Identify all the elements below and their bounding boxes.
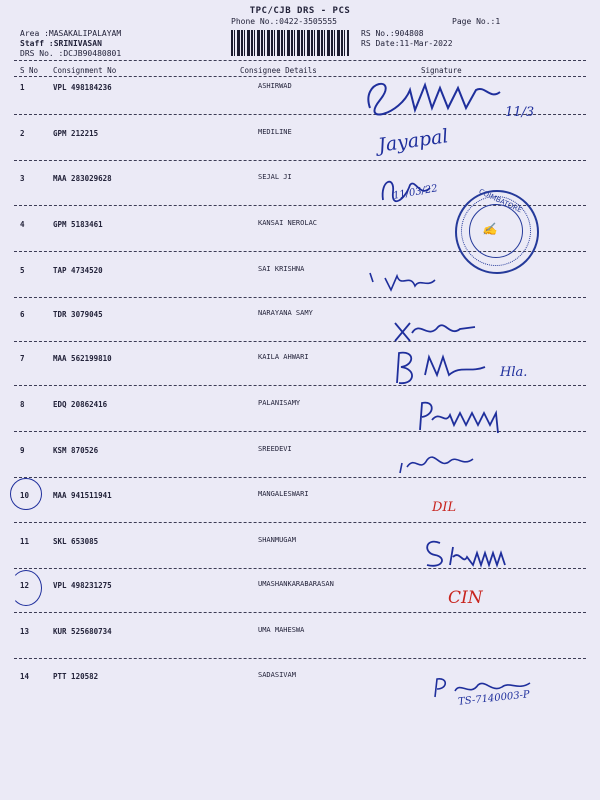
phone-number: Phone No.:0422-3505555 (231, 17, 337, 26)
row-consignment-no: GPM 5183461 (53, 220, 103, 229)
row-consignment-no: MAA 941511941 (53, 491, 112, 500)
row-consignee: UMASHANKARABARASAN (258, 580, 334, 588)
row-consignee: SREEDEVI (258, 445, 292, 453)
signature-row-14-code: TS-7140003-P (457, 689, 531, 708)
row-consignee: SHANMUGAM (258, 536, 296, 544)
row-consignee: MANGALESWARI (258, 490, 309, 498)
row-consignment-no: TAP 4734520 (53, 266, 103, 275)
stamp-text: COIMBATORE (477, 187, 524, 215)
document-title: TPC/CJB DRS - PCS (249, 6, 351, 16)
row-divider (14, 477, 586, 478)
row-sno: 5 (20, 266, 25, 275)
row-divider (14, 658, 586, 659)
staff-field: Staff :SRINIVASAN (20, 39, 102, 48)
row-sno: 2 (20, 129, 25, 138)
row-divider (14, 341, 586, 342)
signature-row-11 (415, 535, 525, 570)
signature-row-7 (385, 345, 495, 390)
row-consignment-no: MAA 283029628 (53, 174, 112, 183)
row-sno: 1 (20, 83, 25, 92)
row-sno: 7 (20, 354, 25, 363)
table-row (0, 627, 600, 673)
table-row (0, 446, 600, 492)
row-consignee: SEJAL JI (258, 173, 292, 181)
row-sno: 3 (20, 174, 25, 183)
column-header-consignment: Consignment No (53, 66, 117, 75)
row-sno: 6 (20, 310, 25, 319)
row-sno: 8 (20, 400, 25, 409)
signature-row-8 (410, 395, 510, 435)
rs-date: RS Date:11-Mar-2022 (361, 39, 453, 48)
row-consignee: UMA MAHESWA (258, 626, 305, 634)
barcode (231, 30, 349, 56)
rs-number: RS No.:904808 (361, 29, 424, 38)
stamp-signature: ✍ (482, 222, 497, 236)
row-sno: 14 (20, 672, 30, 681)
table-row (0, 581, 600, 627)
page-number: Page No.:1 (452, 17, 501, 26)
row-sno: 11 (20, 537, 30, 546)
row-consignment-no: MAA 562199810 (53, 354, 112, 363)
row-sno: 9 (20, 446, 25, 455)
row-sno: 10 (20, 491, 30, 500)
circle-mark-row-10 (10, 478, 42, 510)
table-row (0, 129, 600, 175)
row-consignee: SAI KRISHNA (258, 265, 305, 273)
row-consignment-no: VPL 498231275 (53, 581, 112, 590)
row-divider (14, 385, 586, 386)
row-consignee: NARAYANA SAMY (258, 309, 313, 317)
signature-row-1-date: 11/3 (505, 105, 535, 120)
column-header-sno: S No (20, 66, 39, 75)
row-consignment-no: GPM 212215 (53, 129, 99, 138)
row-consignee: PALANISAMY (258, 399, 301, 407)
row-consignment-no: VPL 498184236 (53, 83, 112, 92)
signature-row-1 (340, 70, 530, 125)
table-row (0, 400, 600, 446)
column-header-signature: Signature (421, 66, 462, 75)
signature-row-7-suffix: Hla. (500, 365, 528, 380)
row-divider (14, 160, 586, 161)
row-consignee: ASHIRWAD (258, 82, 292, 90)
drs-number: DRS No. :DCJB90480801 (20, 49, 122, 58)
column-header-consignee: Consignee Details (240, 66, 317, 75)
signature-row-9 (395, 445, 485, 475)
row-sno: 4 (20, 220, 25, 229)
company-stamp (455, 187, 539, 274)
signature-row-12: CIN (448, 588, 483, 608)
table-row (0, 266, 600, 312)
header-divider (14, 60, 586, 61)
row-divider (14, 297, 586, 298)
row-divider (14, 612, 586, 613)
table-row (0, 310, 600, 356)
signature-row-6 (390, 315, 490, 345)
row-consignment-no: KSM 870526 (53, 446, 99, 455)
row-consignee: SADASIVAM (258, 671, 296, 679)
row-consignment-no: EDQ 20862416 (53, 400, 108, 409)
area-field: Area :MASAKALIPALAYAM (20, 29, 122, 38)
signature-row-3-date: 11/03/22 (392, 183, 439, 202)
row-consignee: MEDILINE (258, 128, 292, 136)
row-consignment-no: PTT 120582 (53, 672, 99, 681)
row-consignment-no: KUR 525680734 (53, 627, 112, 636)
signature-row-2: Jayapal (376, 125, 450, 157)
circle-mark-row-12 (10, 570, 42, 606)
row-consignment-no: SKL 653085 (53, 537, 99, 546)
signature-row-10: DIL (432, 500, 457, 515)
row-consignment-no: TDR 3079045 (53, 310, 103, 319)
row-divider (14, 522, 586, 523)
row-consignee: KAILA AHWARI (258, 353, 309, 361)
signature-row-5 (365, 268, 455, 298)
row-sno: 12 (20, 581, 30, 590)
table-row (0, 491, 600, 537)
row-consignee: KANSAI NEROLAC (258, 219, 318, 227)
row-sno: 13 (20, 627, 30, 636)
